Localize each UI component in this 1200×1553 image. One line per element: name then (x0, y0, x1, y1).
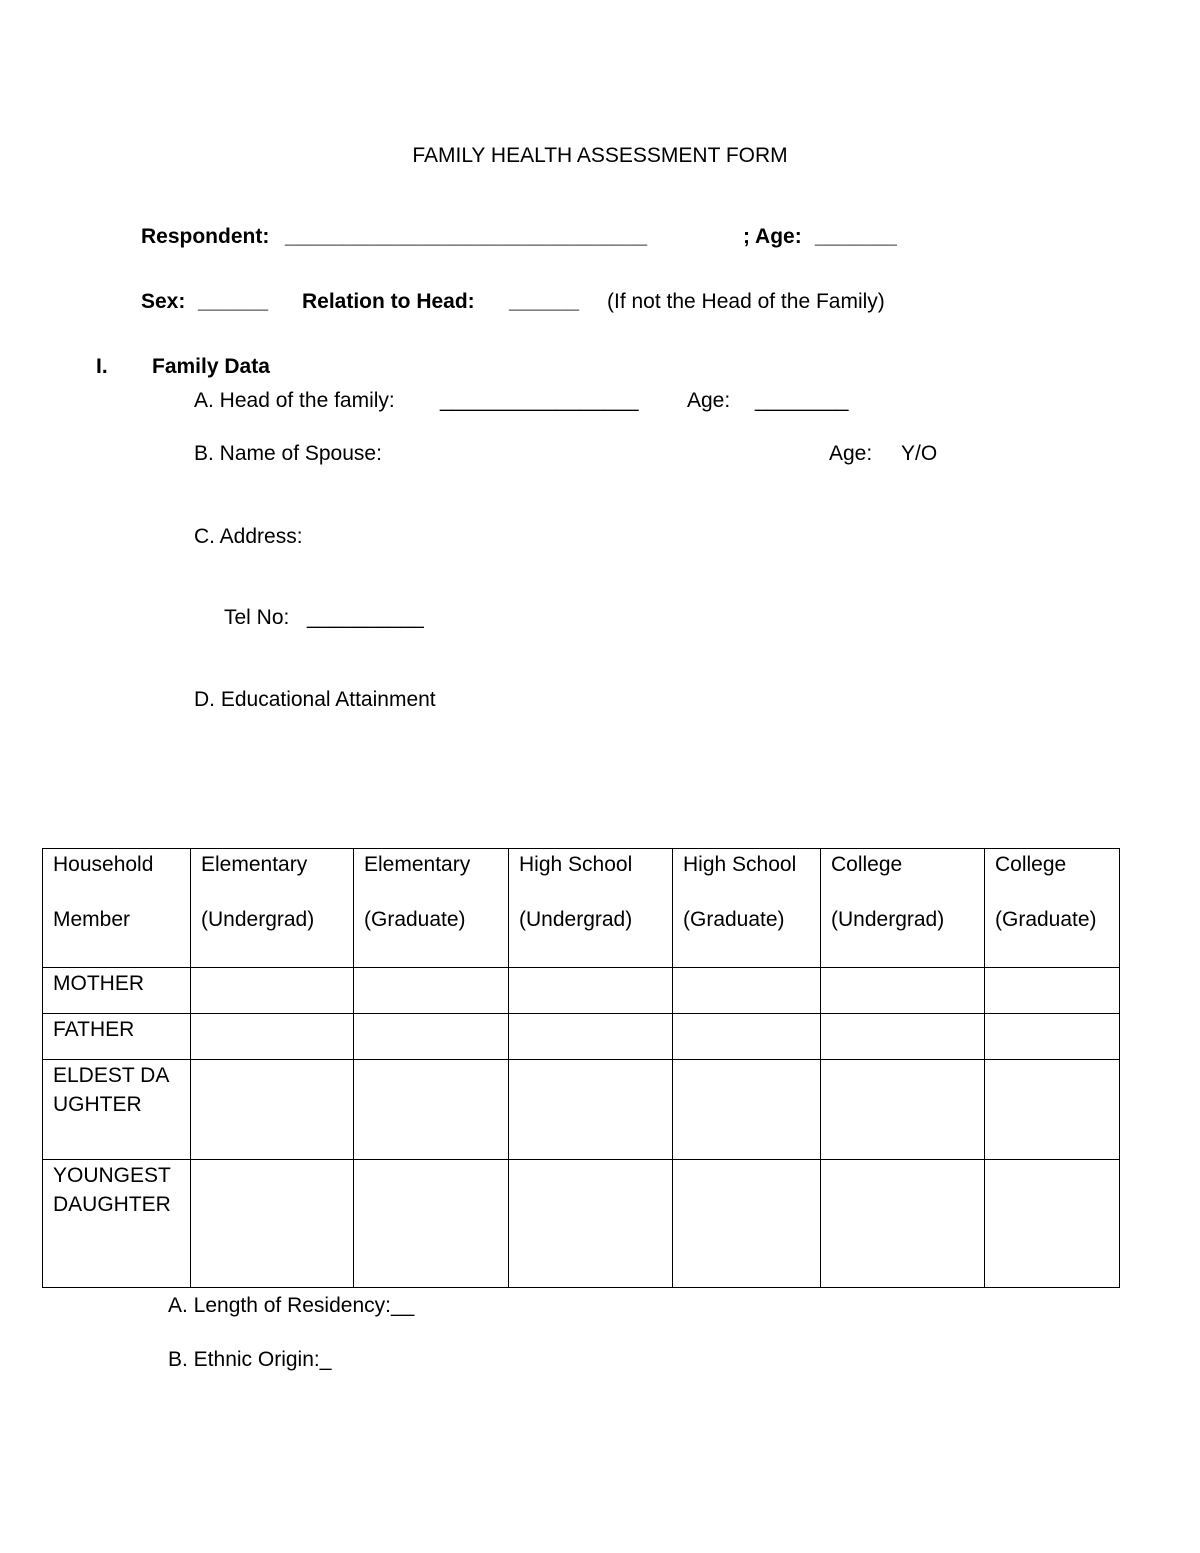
col-header-line2: (Graduate) (683, 908, 785, 931)
table-cell[interactable] (354, 1014, 509, 1060)
head-blank[interactable]: _________________ (440, 389, 639, 412)
page-title: FAMILY HEALTH ASSESSMENT FORM (412, 144, 788, 167)
col-header-line1: College (831, 853, 903, 876)
col-header-line2: (Undergrad) (519, 908, 633, 931)
respondent-age-blank[interactable]: _______ (815, 225, 897, 248)
tel-label: Tel No: (224, 606, 290, 629)
table-cell[interactable] (985, 1160, 1120, 1288)
table-cell[interactable] (821, 1014, 985, 1060)
col-header-elementary-graduate (354, 849, 509, 968)
table-cell[interactable] (354, 1160, 509, 1288)
section-number: I. (96, 355, 108, 378)
head-age-blank[interactable]: ________ (755, 389, 849, 412)
table-cell[interactable] (985, 968, 1120, 1014)
col-header-line2: Member (53, 908, 131, 931)
col-header-elementary-undergrad (191, 849, 354, 968)
col-header-college-graduate (985, 849, 1120, 968)
residency-label: A. Length of Residency:__ (168, 1294, 415, 1317)
col-header-line1: Elementary (201, 853, 308, 876)
head-age-label: Age: (687, 389, 731, 412)
head-label: A. Head of the family: (194, 389, 395, 412)
spouse-age-label: Age: (829, 442, 873, 465)
col-header-line2: (Undergrad) (201, 908, 315, 931)
table-cell[interactable] (509, 968, 673, 1014)
col-header-line1: Household (53, 853, 154, 876)
table-cell[interactable] (821, 1160, 985, 1288)
table-cell[interactable] (673, 1060, 821, 1160)
table-row (43, 968, 1120, 1014)
table-cell[interactable] (191, 1060, 354, 1160)
table-cell[interactable] (509, 1014, 673, 1060)
table-cell[interactable] (821, 968, 985, 1014)
table-cell[interactable] (985, 1060, 1120, 1160)
respondent-age-label: ; Age: (743, 225, 802, 248)
table-cell[interactable] (985, 1014, 1120, 1060)
sex-label: Sex: (141, 290, 186, 313)
table-header-row (43, 849, 1120, 968)
table-cell[interactable] (821, 1060, 985, 1160)
sex-blank[interactable]: ______ (198, 290, 269, 313)
ethnic-origin-label: B. Ethnic Origin:_ (168, 1348, 332, 1371)
col-header-line1: Elementary (364, 853, 471, 876)
row-label-eldest-daughter: ELDEST DAUGHTER (43, 1060, 191, 1160)
table-cell[interactable] (509, 1160, 673, 1288)
address-label: C. Address: (194, 525, 303, 548)
relation-note: (If not the Head of the Family) (607, 290, 885, 313)
section-title: Family Data (152, 355, 270, 378)
spouse-label: B. Name of Spouse: (194, 442, 382, 465)
table-cell[interactable] (673, 1160, 821, 1288)
tel-blank[interactable]: __________ (307, 606, 424, 629)
table-cell[interactable] (354, 968, 509, 1014)
col-header-line1: High School (683, 853, 797, 876)
table-row (43, 1160, 1120, 1288)
col-header-line1: College (995, 853, 1067, 876)
col-header-line2: (Undergrad) (831, 908, 945, 931)
table-row (43, 1060, 1120, 1160)
table-row (43, 1014, 1120, 1060)
table-cell[interactable] (673, 1014, 821, 1060)
row-label-mother: MOTHER (43, 968, 191, 1014)
table-cell[interactable] (191, 968, 354, 1014)
respondent-blank[interactable]: _______________________________ (285, 225, 648, 248)
spouse-age-value: Y/O (901, 442, 938, 465)
education-label: D. Educational Attainment (194, 688, 436, 711)
table-cell[interactable] (673, 968, 821, 1014)
col-header-highschool-undergrad (509, 849, 673, 968)
col-header-highschool-graduate (673, 849, 821, 968)
table-cell[interactable] (191, 1014, 354, 1060)
table-cell[interactable] (509, 1060, 673, 1160)
col-header-line1: High School (519, 853, 633, 876)
row-label-father: FATHER (43, 1014, 191, 1060)
col-header-line2: (Graduate) (995, 908, 1097, 931)
table-cell[interactable] (354, 1060, 509, 1160)
table-cell[interactable] (191, 1160, 354, 1288)
relation-blank[interactable]: ______ (509, 290, 580, 313)
col-header-household-member (43, 849, 191, 968)
education-table (42, 848, 1120, 1288)
respondent-label: Respondent: (141, 225, 270, 248)
col-header-college-undergrad (821, 849, 985, 968)
row-label-youngest-daughter: YOUNGEST DAUGHTER (43, 1160, 191, 1288)
col-header-line2: (Graduate) (364, 908, 466, 931)
relation-label: Relation to Head: (302, 290, 475, 313)
